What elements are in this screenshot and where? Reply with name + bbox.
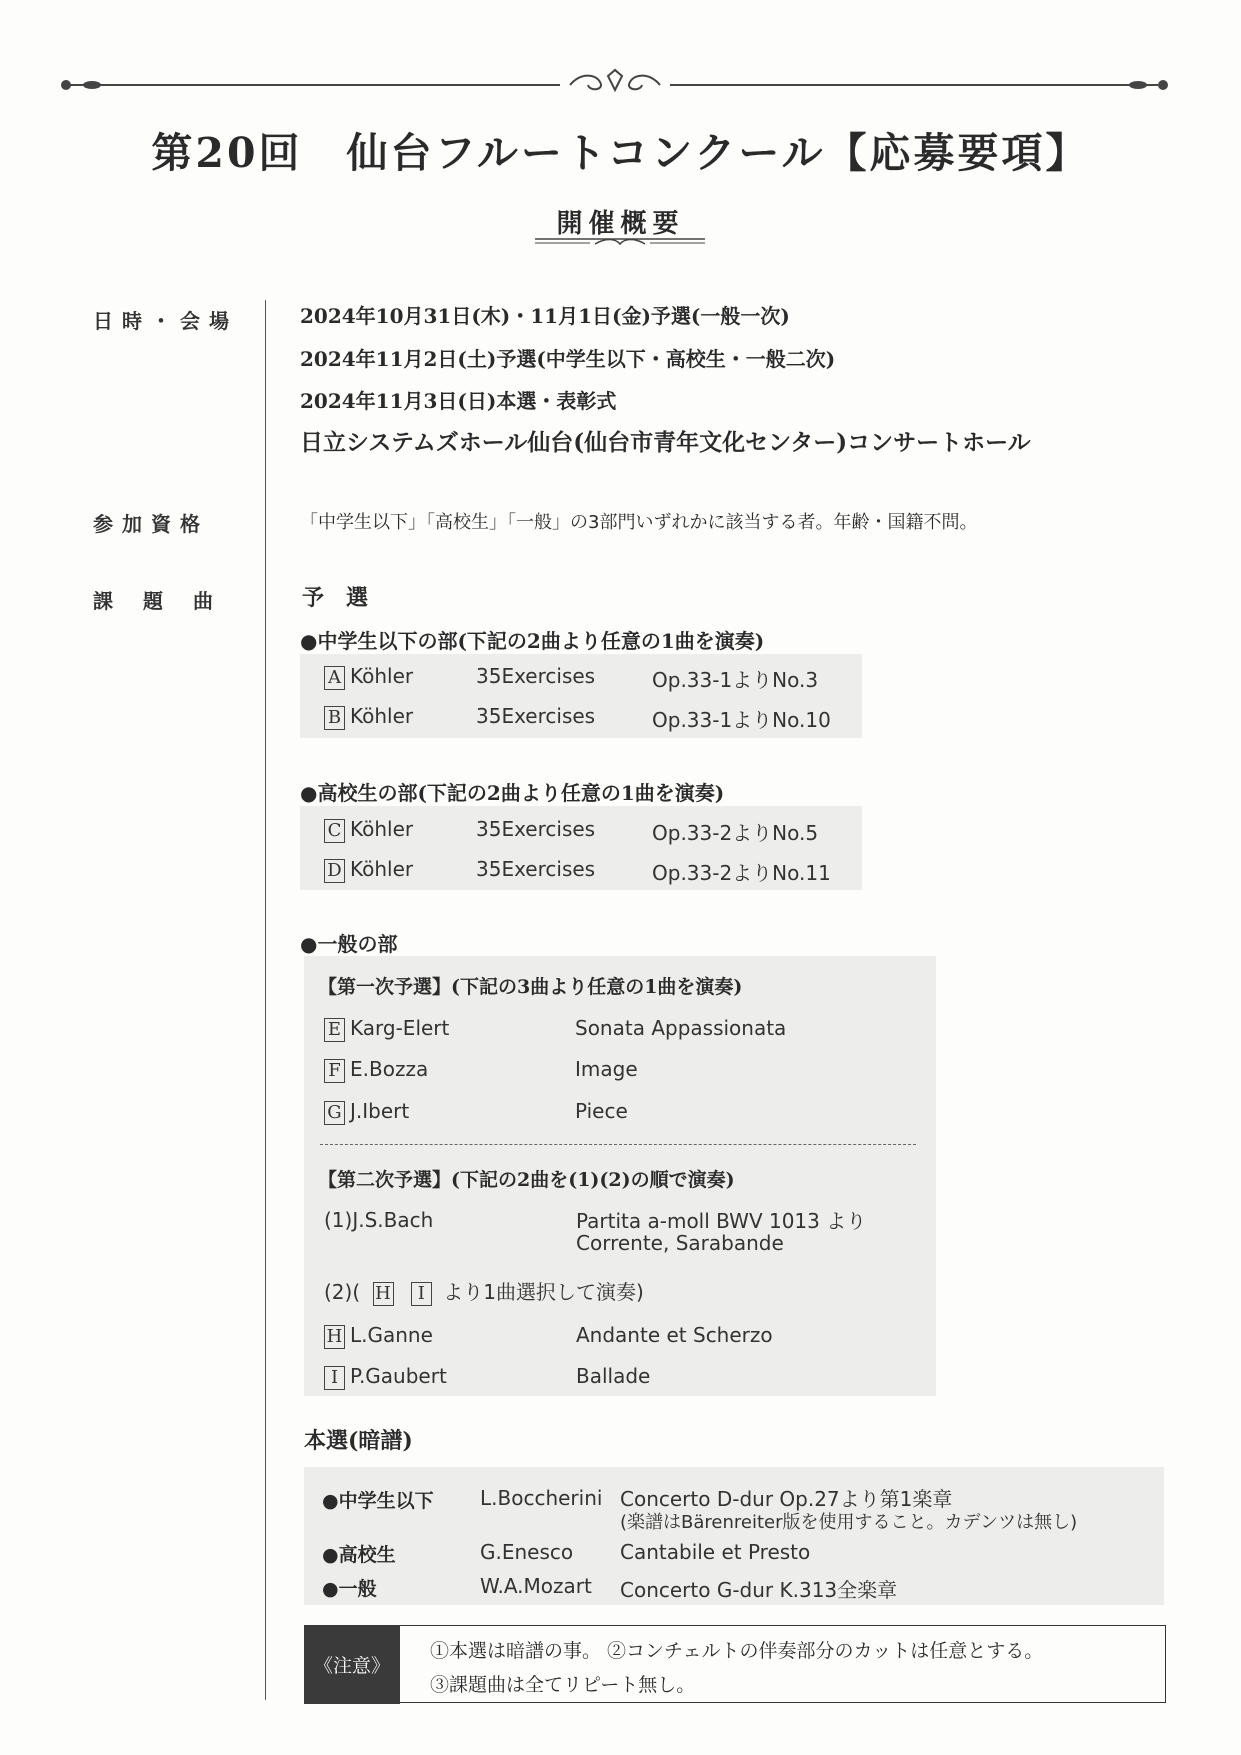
mark-box: I	[411, 1282, 432, 1306]
detail: Op.33-1よりNo.3	[652, 668, 819, 692]
bach-label: (1)J.S.Bach	[324, 1208, 434, 1232]
detail: Op.33-2よりNo.11	[652, 861, 831, 885]
label-pieces: 課題曲	[93, 589, 243, 613]
junior-heading: ●中学生以下の部(下記の2曲より任意の1曲を演奏)	[300, 629, 765, 653]
mark-box: C	[324, 819, 345, 843]
composer: Karg-Elert	[350, 1016, 450, 1040]
final-composer: L.Boccherini	[480, 1486, 603, 1510]
schedule-line-1: 2024年10月31日(木)・11月1日(金)予選(一般一次)	[300, 304, 790, 328]
final-composer: G.Enesco	[480, 1540, 574, 1564]
schedule-line-3: 2024年11月3日(日)本選・表彰式	[300, 389, 617, 413]
work: 35Exercises	[476, 704, 596, 728]
list-item	[324, 1016, 449, 1042]
notice-label: 《注意》	[313, 1655, 390, 1677]
composer: E.Bozza	[350, 1057, 429, 1081]
detail: Op.33-1よりNo.10	[652, 708, 831, 732]
mark-box: I	[324, 1366, 345, 1390]
work: 35Exercises	[476, 857, 596, 881]
notice-line-2: ③課題曲は全てリピート無し。	[430, 1674, 696, 1696]
final-note: (楽譜はBärenreiter版を使用すること。カデンツは無し)	[620, 1512, 1078, 1533]
composer: Köhler	[350, 704, 414, 728]
composer: Köhler	[350, 857, 414, 881]
final-heading: 本選(暗譜)	[304, 1428, 413, 1454]
second-round-heading: 【第二次予選】(下記の2曲を(1)(2)の順で演奏)	[318, 1169, 735, 1191]
list-item	[324, 704, 413, 730]
final-composer: W.A.Mozart	[480, 1574, 592, 1598]
mark-box: A	[324, 666, 345, 690]
mark-box: E	[324, 1018, 345, 1042]
choice-line	[324, 1276, 644, 1306]
mark-box: H	[324, 1325, 345, 1349]
detail: Op.33-2よりNo.5	[652, 821, 819, 845]
first-round-heading: 【第一次予選】(下記の3曲より任意の1曲を演奏)	[318, 976, 743, 998]
mark-box: B	[324, 706, 345, 730]
list-item	[324, 1057, 428, 1083]
prelim-heading: 予 選	[302, 585, 369, 611]
notice-line-1: ①本選は暗譜の事。 ②コンチェルトの伴奏部分のカットは任意とする。	[430, 1640, 1044, 1662]
composer: L.Ganne	[350, 1323, 433, 1347]
ornament-rule	[60, 68, 1170, 98]
work: 35Exercises	[476, 664, 596, 688]
label-eligibility: 参加資格	[93, 512, 209, 536]
list-item	[324, 1099, 409, 1125]
divider-line	[265, 300, 266, 1700]
eligibility-text: 「中学生以下」「高校生」「一般」の3部門いずれかに該当する者。年齢・国籍不問。	[300, 512, 978, 533]
final-work: Concerto D-dur Op.27より第1楽章	[620, 1487, 953, 1511]
high-heading: ●高校生の部(下記の2曲より任意の1曲を演奏)	[300, 781, 725, 805]
composer: P.Gaubert	[350, 1364, 447, 1388]
section-subtitle: 開催概要	[556, 209, 685, 239]
bach-work-line-1: Partita a-moll BWV 1013 より	[576, 1209, 867, 1233]
list-item	[324, 857, 413, 883]
composer: J.Ibert	[350, 1099, 410, 1123]
general-heading: ●一般の部	[300, 932, 398, 956]
mark-box: F	[324, 1059, 345, 1083]
choice-suffix: より1曲選択して演奏)	[443, 1280, 644, 1304]
composer: Köhler	[350, 664, 414, 688]
choice-prefix: (2)(	[324, 1280, 361, 1304]
venue: 日立システムズホール仙台(仙台市青年文化センター)コンサートホール	[300, 429, 1031, 456]
final-division: ●中学生以下	[322, 1490, 434, 1512]
mark-box: H	[373, 1282, 394, 1306]
work: Piece	[575, 1099, 628, 1123]
work: 35Exercises	[476, 817, 596, 841]
mark-box: D	[324, 859, 345, 883]
list-item	[324, 1323, 433, 1349]
subtitle-underline	[530, 236, 710, 250]
final-work: Cantabile et Presto	[620, 1540, 811, 1564]
label-schedule: 日時・会場	[93, 309, 238, 333]
work: Andante et Scherzo	[576, 1323, 773, 1347]
page-title: 第20回 仙台フルートコンクール【応募要項】	[151, 129, 1090, 177]
list-item	[324, 1364, 447, 1390]
work: Ballade	[576, 1364, 651, 1388]
schedule-line-2: 2024年11月2日(土)予選(中学生以下・高校生・一般二次)	[300, 347, 836, 371]
composer: Köhler	[350, 817, 414, 841]
work: Image	[575, 1057, 638, 1081]
final-division: ●一般	[322, 1578, 377, 1600]
final-work: Concerto G-dur K.313全楽章	[620, 1578, 898, 1602]
mark-box: G	[324, 1101, 345, 1125]
list-item	[324, 817, 413, 843]
dashed-divider	[320, 1144, 916, 1145]
work: Sonata Appassionata	[575, 1016, 787, 1040]
list-item	[324, 664, 413, 690]
final-division: ●高校生	[322, 1544, 396, 1566]
bach-work-line-2: Corrente, Sarabande	[576, 1231, 784, 1255]
notice-label-block	[304, 1625, 400, 1704]
